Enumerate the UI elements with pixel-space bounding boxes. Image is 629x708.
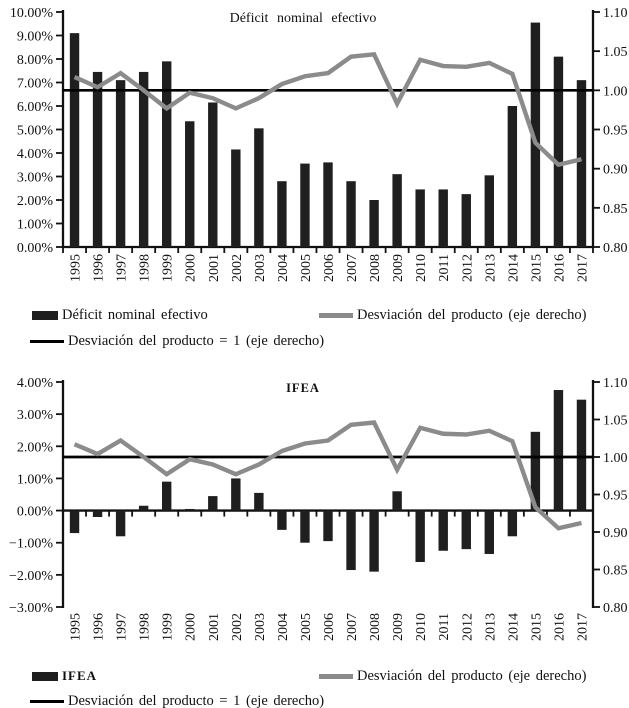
right-tick-label: 0.85 (603, 201, 628, 217)
legend-label-reference-bottom: Desviación del producto = 1 (eje derecho) (68, 693, 325, 708)
year-label: 2001 (206, 613, 222, 641)
year-label: 2014 (506, 613, 522, 641)
year-label: 1996 (91, 254, 107, 282)
right-tick-label: 0.95 (603, 123, 628, 139)
year-label: 2008 (368, 254, 384, 282)
year-label: 1997 (114, 613, 130, 641)
right-tick-label: 0.80 (603, 241, 628, 256)
bar (70, 33, 79, 247)
year-label: 2000 (183, 254, 199, 282)
bar (369, 200, 378, 247)
year-label: 2015 (529, 613, 545, 641)
right-tick-label: 0.85 (603, 563, 628, 579)
legend-item-deviation-line-top (319, 307, 586, 323)
bar (162, 482, 171, 511)
bar-swatch-icon (32, 311, 58, 320)
bar (577, 80, 586, 247)
year-label: 1999 (160, 613, 176, 641)
bar (577, 400, 586, 511)
bar (139, 72, 148, 247)
year-label: 2013 (483, 613, 499, 641)
legend-item-reference-line-bottom (30, 693, 324, 708)
year-label: 2013 (483, 253, 499, 282)
legend-item-ifea-bars (32, 668, 97, 684)
year-label: 2006 (322, 613, 337, 641)
legend-label-deficit: Déficit nominal efectivo (62, 307, 208, 323)
year-label: 2008 (368, 613, 384, 641)
chart-title: Déficit nominal efectivo (229, 11, 377, 26)
left-tick-label: 0.00% (16, 504, 53, 520)
year-label: 2010 (414, 254, 430, 282)
bar (462, 511, 471, 550)
year-label: 2005 (298, 254, 314, 282)
legend-item-deviation-line-bottom (319, 668, 586, 684)
year-label: 2004 (275, 613, 291, 641)
ifea-chart (0, 370, 629, 655)
year-label: 2017 (575, 613, 591, 641)
chart-title: IFEA (286, 381, 320, 395)
bar (485, 175, 494, 247)
bar (277, 181, 286, 247)
bar (415, 189, 424, 247)
bar (392, 491, 401, 510)
year-label: 2005 (298, 613, 314, 641)
year-label: 2000 (183, 613, 199, 641)
bar (254, 128, 263, 247)
gray-line-swatch-icon (319, 313, 353, 318)
year-label: 2016 (552, 254, 568, 282)
deficit-nominal-chart (0, 0, 629, 300)
year-label: 2006 (322, 254, 337, 282)
left-tick-label: 2.00% (16, 440, 53, 456)
bar (300, 511, 309, 543)
left-tick-label: 4.00% (16, 376, 53, 391)
left-tick-label: 1.00% (16, 217, 53, 233)
bar (277, 511, 286, 530)
year-label: 1999 (160, 254, 176, 282)
bar (554, 57, 563, 247)
bar (554, 390, 563, 511)
gray-line-swatch-icon (319, 674, 353, 679)
left-tick-label: 4.00% (16, 147, 53, 162)
left-tick-label: 6.00% (16, 100, 53, 115)
bar (392, 174, 401, 247)
year-label: 2007 (345, 613, 361, 641)
bar (208, 496, 217, 510)
year-label: 1997 (114, 254, 130, 282)
right-tick-label: 1.05 (603, 413, 628, 429)
bar (323, 511, 332, 542)
bar (300, 164, 309, 247)
year-label: 2003 (252, 254, 268, 282)
year-label: 1995 (68, 254, 84, 282)
bar (93, 72, 102, 247)
right-tick-label: 0.95 (603, 488, 628, 504)
right-tick-label: 1.00 (603, 451, 628, 466)
bar (208, 102, 217, 247)
bar (116, 511, 125, 537)
bar (439, 189, 448, 247)
year-label: 1995 (68, 613, 84, 641)
bar (93, 511, 102, 517)
year-label: 2002 (229, 613, 245, 641)
year-label: 2015 (529, 254, 545, 282)
legend-item-deficit-bars (32, 307, 208, 323)
bar (508, 511, 517, 537)
left-tick-label: 8.00% (16, 53, 53, 68)
year-label: 2009 (391, 613, 407, 641)
bar (485, 511, 494, 554)
bar (415, 511, 424, 562)
left-tick-label: 0.00% (16, 241, 53, 256)
left-tick-label: −1.00% (8, 536, 53, 552)
left-tick-label: 3.00% (16, 170, 53, 186)
year-label: 1996 (91, 613, 107, 641)
right-tick-label: 0.90 (603, 162, 628, 178)
left-tick-label: −3.00% (8, 601, 53, 616)
left-tick-label: −2.00% (8, 568, 53, 584)
year-label: 2012 (460, 613, 476, 641)
year-label: 1998 (137, 613, 153, 641)
left-tick-label: 1.00% (16, 472, 53, 488)
bar (185, 121, 194, 247)
year-label: 2010 (414, 613, 430, 641)
left-tick-label: 2.00% (16, 194, 53, 209)
legend-item-reference-line-top (30, 333, 324, 349)
year-label: 2003 (252, 613, 268, 641)
year-label: 2009 (391, 254, 407, 282)
black-line-swatch-icon (30, 700, 64, 703)
right-tick-label: 1.00 (603, 84, 628, 100)
bar-swatch-icon (32, 672, 58, 681)
year-label: 2017 (575, 254, 591, 282)
right-tick-label: 1.10 (603, 376, 628, 391)
left-tick-label: 9.00% (16, 29, 53, 45)
left-tick-label: 10.00% (9, 6, 53, 21)
product-deviation-line (75, 54, 582, 164)
bar (70, 511, 79, 534)
bar (508, 106, 517, 247)
year-label: 2016 (552, 613, 568, 641)
year-label: 2004 (275, 254, 291, 282)
bar (139, 506, 148, 511)
left-tick-label: 5.00% (16, 123, 53, 139)
right-tick-label: 1.05 (603, 45, 628, 61)
bar (462, 194, 471, 247)
bar (323, 162, 332, 247)
year-label: 2001 (206, 254, 222, 282)
year-label: 2002 (229, 254, 245, 282)
bar (185, 509, 194, 511)
bar (231, 149, 240, 247)
right-tick-label: 1.10 (603, 6, 628, 21)
legend-label-ifea: IFEA (62, 668, 98, 683)
year-label: 2014 (506, 254, 522, 282)
black-line-swatch-icon (30, 340, 64, 343)
bar (116, 80, 125, 247)
year-label: 1998 (137, 254, 153, 282)
year-label: 2007 (345, 254, 361, 282)
legend-label-reference-top: Desviación del producto = 1 (eje derecho) (68, 333, 325, 349)
year-label: 2011 (437, 254, 453, 282)
left-tick-label: 3.00% (16, 408, 53, 424)
year-label: 2012 (460, 254, 476, 282)
bar (369, 511, 378, 572)
left-tick-label: 7.00% (16, 76, 53, 92)
bar (254, 493, 263, 511)
legend-label-deviation-bottom: Desviación del producto (eje derecho) (357, 668, 587, 684)
year-label: 2011 (437, 613, 453, 641)
bar (439, 511, 448, 551)
right-tick-label: 0.80 (603, 601, 628, 616)
right-tick-label: 0.90 (603, 526, 628, 541)
legend-label-deviation-top: Desviación del producto (eje derecho) (357, 307, 587, 323)
bar (346, 511, 355, 570)
bar (346, 181, 355, 247)
bar (231, 478, 240, 510)
